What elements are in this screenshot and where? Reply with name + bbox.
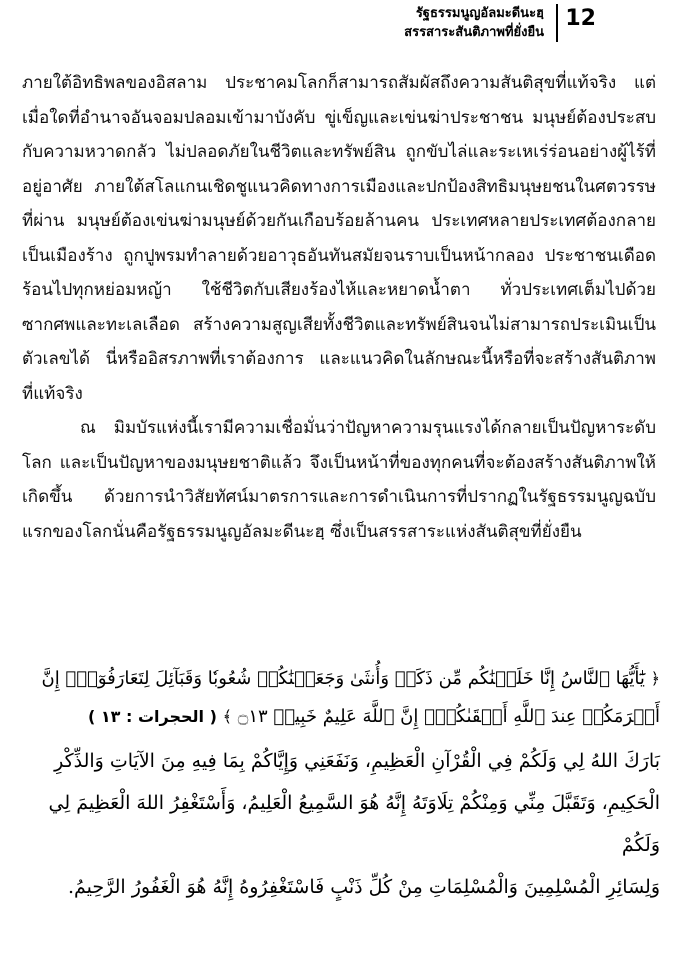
closing-supplication — [20, 740, 660, 908]
quran-verse — [20, 660, 660, 736]
supplication-line-1: بَارَكَ اللهُ لِي وَلَكُمْ فِي الْقُرْآنِ الْعَظِيمِ، وَنَفَعَنِي وَإِيَّاكُمْ بِمَا فِيهِ مِنَ الآيَاتِ وَالذِّكْرِ — [54, 750, 660, 772]
body-text — [22, 66, 656, 549]
supplication-line-3: وَلِسَائِرِ الْمُسْلِمِينَ وَالْمُسْلِمَاتِ مِنْ كُلِّ ذَنْبٍ فَاسْتَغْفِرُوهُ إِنَّهُ هُوَ الْغَفُورُ الرَّحِيمُ. — [67, 876, 660, 898]
verse-open-ornament: ﴿ — [650, 669, 660, 688]
supplication-line-2: الْحَكِيمِ، وَتَقَبَّلَ مِنِّي وَمِنْكُمْ تِلَاوَتَهُ إِنَّهُ هُوَ السَّمِيعُ الْعَلِيمُ، وَأَسْتَغْفِرُ اللهَ الْعَظِيمَ لِي وَلَكُمْ — [48, 792, 660, 856]
header-divider — [556, 4, 558, 42]
page-number: 12 — [565, 6, 596, 31]
verse-reference: ( الحجرات : ١٣ ) — [88, 707, 217, 726]
page-header — [0, 0, 684, 48]
paragraph-1: ภายใต้อิทธิพลของอิสลาม ประชาคมโลกก็สามารถสัมผัสถึงความสันติสุขที่แท้จริง แต่เมื่อใดที่อำนาจอันจอมปลอมเข้ามาบังคับ ขู่เข็ญและเข่นฆ่าประชาชน มนุษย์ต้องประสบกับความหวาดกลัว ไม่ปลอดภัยในชีวิตและทรัพย์สิน ถูกขับไล่และระเหเร่ร่อนอย่างผู้ไร้ที่อยู่อาศัย ภายใต้สโลแกนเชิดชูแนวคิดทางการเมืองและปกป้องสิทธิมนุษยชนในศตวรรษที่ผ่าน มนุษย์ต้องเข่นฆ่ามนุษย์ด้วยกันเกือบร้อยล้านคน ประเทศหลายประเทศต้องกลายเป็นเมืองร้าง ถูกปูพรมทำลายด้วยอาวุธอันทันสมัยจนราบเป็นหน้ากลอง ประชาชนเดือดร้อนไปทุกหย่อมหญ้า ใช้ชีวิตกับเสียงร้องไห้และหยาดน้ำตา ทั่วประเทศเต็มไปด้วยซากศพและทะเลเลือด สร้างความสูญเสียทั้งชีวิตและทรัพย์สินจนไม่สามารถประเมินเป็นตัวเลขได้ นี่หรืออิสรภาพที่เราต้องการ และแนวคิดในลักษณะนี้หรือที่จะสร้างสันติภาพที่แท้จริง — [22, 73, 656, 404]
verse-text: يَٰٓأَيُّهَا ٱلنَّاسُ إِنَّا خَلَقۡنَٰكُم مِّن ذَكَرٖ وَأُنثَىٰ وَجَعَلۡنَٰكُمۡ شُعُوبٗا وَقَبَآئِلَ لِتَعَارَفُوٓاْۚ إِنَّ أَكۡرَمَكُمۡ عِندَ ٱللَّهِ أَتۡقَىٰكُمۡۚ إِنَّ ٱللَّهَ عَلِيمٌ خَبِيرٞ — [41, 668, 660, 727]
verse-close-ornament: ﴾ — [222, 707, 233, 726]
ayah-marker: ۝١٣ — [237, 706, 268, 727]
running-title-line1: รัฐธรรมนูญอัลมะดีนะฮฺ — [415, 6, 544, 21]
paragraph-2: ณ มิมบัรแห่งนี้เรามีความเชื่อมั่นว่าปัญหาความรุนแรงได้กลายเป็นปัญหาระดับโลก และเป็นปัญหาของมนุษยชาติแล้ว จึงเป็นหน้าที่ของทุกคนที่จะต้องสร้างสันติภาพให้เกิดขึ้น ด้วยการนำวิสัยทัศน์มาตรการและการดำเนินการที่ปรากฏในรัฐธรรมนูญฉบับแรกของโลกนั่นคือรัฐธรรมนูญอัลมะดีนะฮฺ ซึ่งเป็นสรรสาระแห่งสันติสุขที่ยั่งยืน — [22, 418, 656, 542]
running-title-line2: สรรสาระสันติภาพที่ยั่งยืน — [404, 25, 544, 40]
running-title — [404, 4, 544, 42]
